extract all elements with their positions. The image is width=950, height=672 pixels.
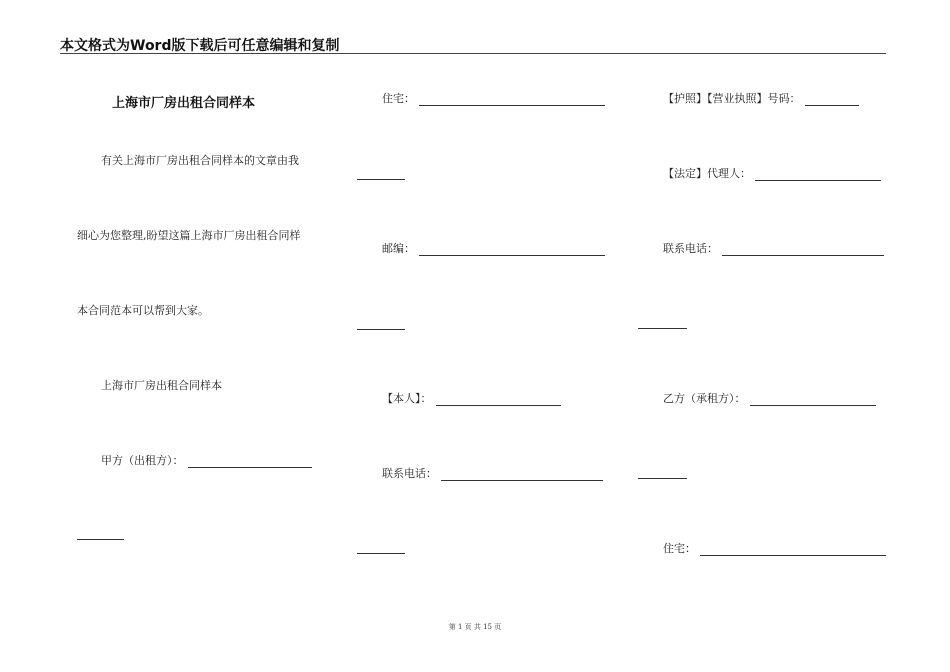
party-a-continuation-blank[interactable]	[77, 539, 124, 540]
header-banner: 本文格式为Word版下载后可任意编辑和复制	[60, 38, 340, 54]
page-number: 第 1 页 共 15 页	[448, 623, 502, 631]
address-blank-b[interactable]	[700, 544, 886, 556]
party-a-blank[interactable]	[188, 456, 312, 468]
phone-continuation-blank-b[interactable]	[638, 328, 687, 329]
intro-line-3: 本合同范本可以帮到大家。	[77, 304, 209, 317]
address-label-b: 住宅：	[663, 542, 696, 555]
phone-blank-b[interactable]	[722, 244, 884, 256]
party-b-blank[interactable]	[750, 394, 876, 406]
id-number-field	[663, 92, 859, 106]
postcode-field	[382, 242, 605, 256]
phone-label-b: 联系电话：	[663, 242, 718, 255]
phone-label-a: 联系电话：	[382, 467, 437, 480]
representative-label: 【法定】代理人：	[663, 167, 751, 180]
id-number-label: 【护照】【营业执照】号码：	[663, 92, 801, 105]
postcode-blank[interactable]	[419, 244, 605, 256]
address-label: 住宅：	[382, 92, 415, 105]
party-b-continuation-blank[interactable]	[638, 478, 687, 479]
id-number-blank[interactable]	[805, 94, 859, 106]
phone-continuation-blank-a[interactable]	[357, 553, 405, 554]
self-field	[382, 392, 561, 406]
party-a-field	[101, 454, 312, 468]
address-field	[382, 92, 605, 106]
header-divider	[60, 53, 886, 54]
phone-field-a	[382, 467, 603, 481]
subtitle: 上海市厂房出租合同样本	[101, 379, 222, 392]
intro-line-2: 细心为您整理,盼望这篇上海市厂房出租合同样	[77, 229, 301, 242]
representative-blank[interactable]	[755, 169, 881, 181]
party-a-label: 甲方（出租方）：	[101, 454, 184, 467]
postcode-label: 邮编：	[382, 242, 415, 255]
intro-line-1: 有关上海市厂房出租合同样本的文章由我	[101, 154, 299, 167]
document-title: 上海市厂房出租合同样本	[112, 96, 256, 111]
postcode-continuation-blank[interactable]	[357, 329, 405, 330]
self-blank[interactable]	[436, 394, 561, 406]
self-label: 【本人】：	[382, 392, 432, 405]
party-b-field	[663, 392, 876, 406]
representative-field	[663, 167, 881, 181]
address-blank[interactable]	[419, 94, 605, 106]
address-continuation-blank[interactable]	[357, 179, 405, 180]
phone-blank-a[interactable]	[441, 469, 603, 481]
party-b-label: 乙方（承租方）：	[663, 392, 746, 405]
address-field-b	[663, 542, 886, 556]
phone-field-b	[663, 242, 884, 256]
